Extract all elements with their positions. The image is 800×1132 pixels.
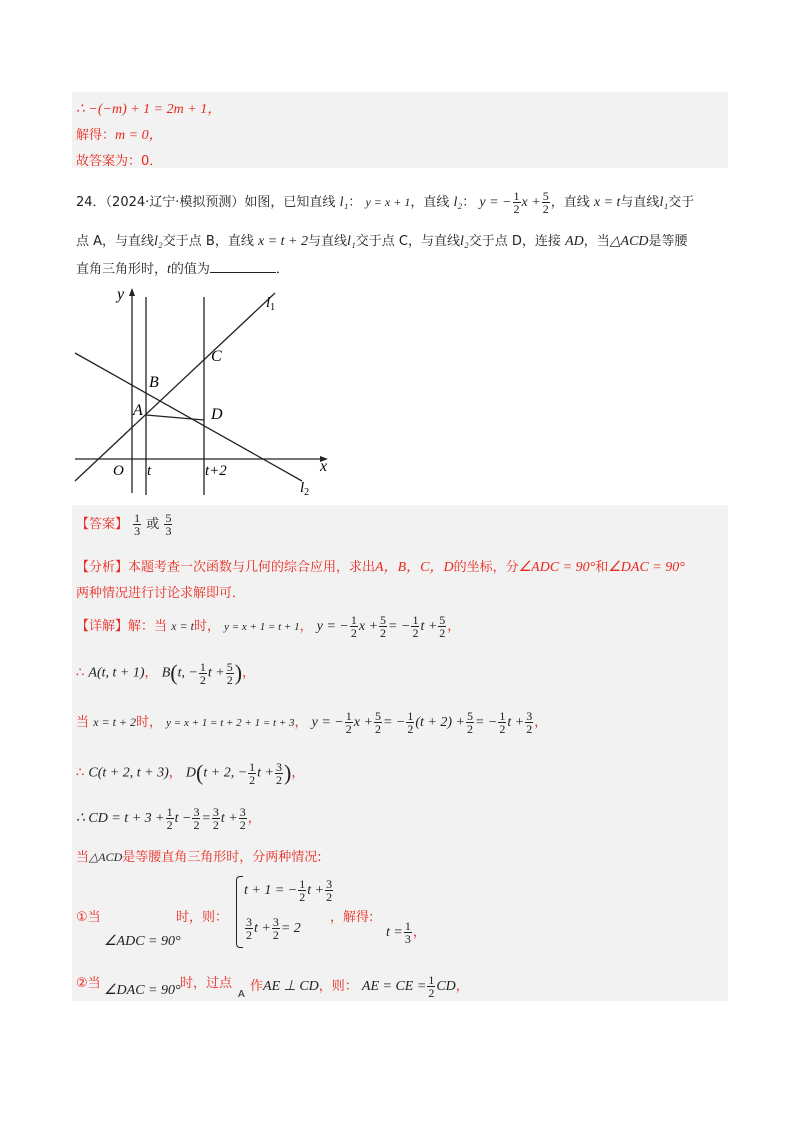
system-brace — [236, 876, 243, 948]
analysis-line-1: 【分析】本题考查一次函数与几何的综合应用，求出A，B，C，D的坐标，分∠ADC = 90°和∠DAC = 90° — [76, 560, 685, 575]
case-1-result: t = $\frac{1}{3}$ ， — [386, 919, 426, 946]
label-l2: $l_2$ — [300, 480, 310, 498]
answer-blank — [210, 260, 276, 273]
y-axis-arrow — [129, 288, 135, 296]
case-1-then: 时，则： — [176, 910, 229, 925]
line-l1 — [75, 293, 275, 481]
label-point-d: D — [211, 406, 223, 423]
case-1-label: ①当 — [76, 910, 101, 925]
answer-line: 【答案】 $\frac{1}{3}$ 或 $\frac{5}{3}$ — [76, 511, 172, 538]
case-2-text: 时，过点 — [180, 976, 233, 991]
top-line-1: ∴ −(−m) + 1 = 2m + 1， — [76, 102, 222, 117]
question-line-2: 点 A，与直线l₂交于点 B，直线 x = t + 2与直线l₁交于点 C，与直线l₂交于点 D，连接 AD，当△ACD是等腰 — [76, 234, 688, 249]
case-1-solve: ，解得: — [330, 910, 374, 925]
detail-line-6: 当△ACD是等腰直角三角形时，分两种情况: — [76, 850, 322, 865]
top-line-3: 故答案为：0． — [76, 154, 163, 169]
case-2-point: A — [238, 989, 245, 1000]
detail-line-3: 当 x = t + 2时， y = x + 1 = t + 2 + 1 = t + 3， y = − $\frac{1}{2}$ x + $\frac{5}{2}$ = − $\frac{1}{2}$ (t + 2) + $\frac{5}{2}$ = − $\frac{1}{2}$ t + $\frac{3}{2}$ ， — [76, 709, 548, 736]
label-origin: O — [113, 463, 124, 479]
detail-line-1: 【详解】解：当 x = t时， y = x + 1 = t + 1， y = − $\frac{1}{2}$ x + $\frac{5}{2}$ = − $\frac{1}{2}$ t + $\frac{5}{2}$ ， — [76, 613, 461, 640]
label-t-plus-2: t+2 — [205, 463, 227, 479]
line-l2 — [75, 353, 302, 481]
label-l1: $l_1$ — [266, 295, 276, 313]
case-2-label: ②当 — [76, 976, 101, 991]
case-2-condition: ∠DAC = 90° — [104, 983, 181, 998]
top-line-2: 解得：m = 0， — [76, 128, 163, 143]
label-point-c: C — [211, 348, 222, 365]
label-y: y — [117, 286, 125, 303]
detail-line-2: ∴ A(t, t + 1)， B(t, − $\frac{1}{2}$ t + $\frac{5}{2}$ )， — [76, 659, 256, 687]
question-line-3: 直角三角形时，t的值为 ． — [76, 262, 289, 277]
label-t: t — [147, 463, 152, 479]
system-eq-2: $\frac{3}{2}$ t + $\frac{3}{2}$ = 2 — [246, 915, 301, 942]
analysis-line-2: 两种情况进行讨论求解即可． — [76, 586, 246, 601]
detail-line-5: ∴ CD = t + 3 + $\frac{1}{2}$ t − $\frac{3}{2}$ = $\frac{3}{2}$ t + $\frac{3}{2}$ ， — [76, 805, 261, 832]
system-eq-1: t + 1 = − $\frac{1}{2}$ t + $\frac{3}{2}$ — [244, 877, 333, 904]
case-2-perp: 作AE ⊥ CD，则： AE = CE = $\frac{1}{2}$ CD， — [250, 973, 469, 1000]
detail-line-4: ∴ C(t + 2, t + 3)， D(t + 2, − $\frac{1}{2}$ t + $\frac{3}{2}$ )， — [76, 759, 305, 787]
label-point-a: A — [133, 402, 143, 419]
label-point-b: B — [149, 374, 159, 391]
label-x: x — [320, 458, 328, 475]
segment-ad — [146, 415, 204, 420]
geometry-figure — [70, 285, 340, 500]
case-1-condition: ∠ADC = 90° — [104, 934, 181, 949]
question-line-1: 24．（2024·辽宁·模拟预测）如图，已知直线 l₁： y = x + 1，直线 l₂： y = − $\frac{1}{2}$ x + $\frac{5}{2}$ ，直线 x = t与直线l₁交于 — [76, 189, 695, 216]
